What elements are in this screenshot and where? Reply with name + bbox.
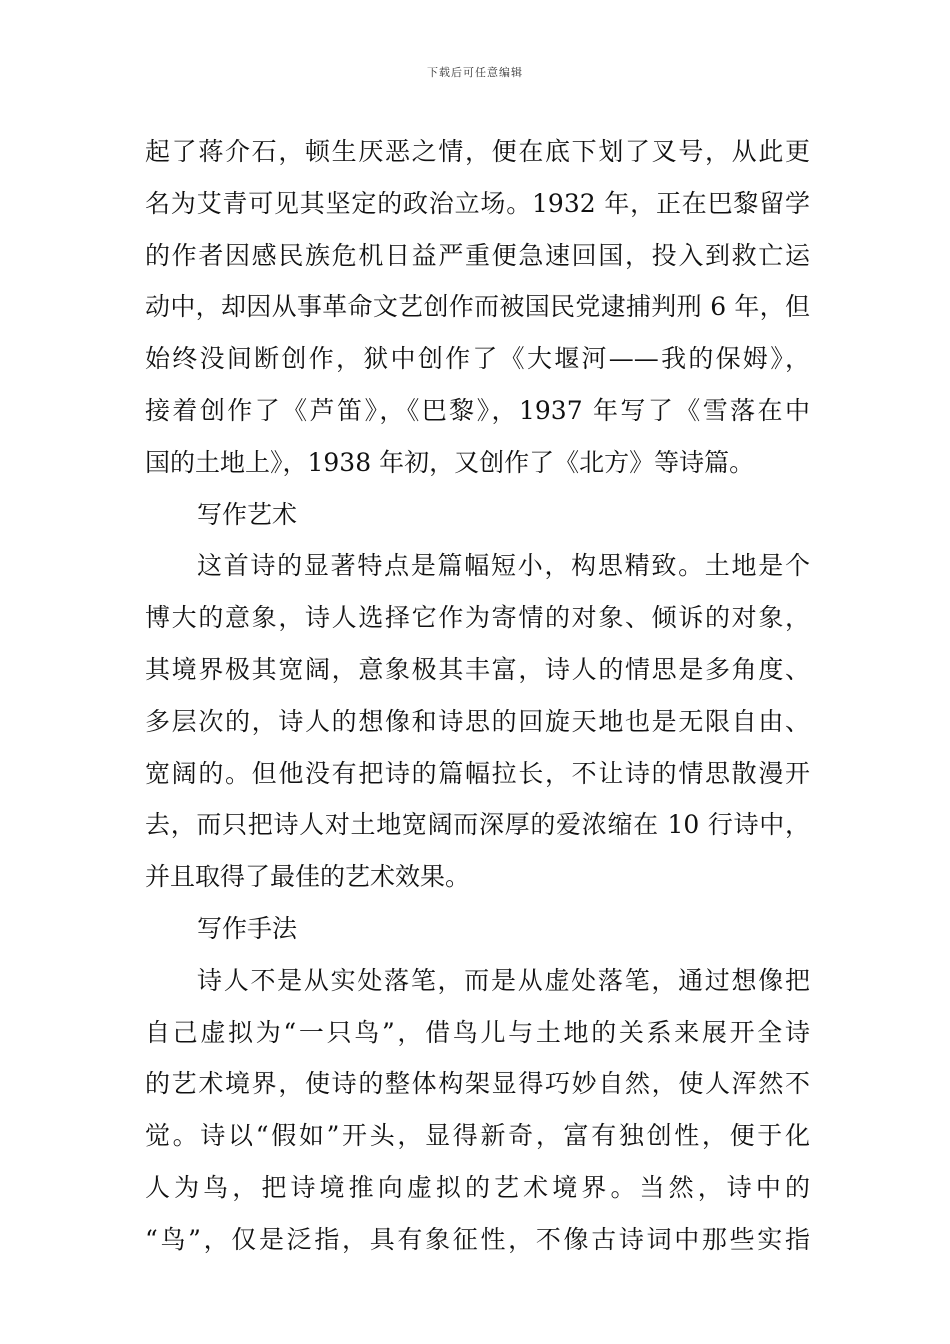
text-line: 的艺术境界，使诗的整体构架显得巧妙自然，使人浑然不	[145, 1069, 810, 1099]
section-heading: 写作手法	[197, 913, 298, 943]
section-heading: 写作艺术	[197, 499, 298, 529]
text-line: 这首诗的显著特点是篇幅短小，构思精致。土地是个	[197, 551, 810, 581]
page-header: 下载后可任意编辑	[427, 66, 523, 79]
text-line: 名为艾青可见其坚定的政治立场。1932 年，正在巴黎留学	[145, 188, 810, 218]
text-line: 自己虚拟为“一只鸟”，借鸟儿与土地的关系来展开全诗	[145, 1017, 810, 1047]
text-line: 国的土地上》，1938 年初，又创作了《北方》等诗篇。	[145, 447, 755, 477]
text-line: 诗人不是从实处落笔，而是从虚处落笔，通过想像把	[197, 965, 810, 995]
text-line: 去，而只把诗人对土地宽阔而深厚的爱浓缩在 10 行诗中，	[145, 810, 810, 840]
text-line: 觉。诗以“假如”开头，显得新奇，富有独创性，便于化	[145, 1121, 810, 1151]
text-line: 动中，却因从事革命文艺创作而被国民党逮捕判刑 6 年，但	[145, 292, 810, 322]
text-line: “鸟”，仅是泛指，具有象征性，不像古诗词中那些实指	[145, 1224, 810, 1254]
text-line: 始终没间断创作，狱中创作了《大堰河——我的保姆》，	[145, 344, 810, 374]
text-line: 人为鸟，把诗境推向虚拟的艺术境界。当然，诗中的	[145, 1172, 810, 1202]
text-line: 其境界极其宽阔，意象极其丰富，诗人的情思是多角度、	[145, 654, 810, 684]
text-line: 博大的意象，诗人选择它作为寄情的对象、倾诉的对象，	[145, 603, 810, 633]
text-line: 宽阔的。但他没有把诗的篇幅拉长，不让诗的情思散漫开	[145, 758, 810, 788]
text-line: 起了蒋介石，顿生厌恶之情，便在底下划了叉号，从此更	[145, 137, 810, 166]
text-line: 多层次的，诗人的想像和诗思的回旋天地也是无限自由、	[145, 706, 810, 736]
text-line: 并且取得了最佳的艺术效果。	[145, 862, 471, 892]
document-body	[145, 130, 810, 1270]
text-line: 的作者因感民族危机日益严重便急速回国，投入到救亡运	[145, 240, 810, 270]
text-line: 接着创作了《芦笛》，《巴黎》，1937 年写了《雪落在中	[145, 395, 810, 425]
